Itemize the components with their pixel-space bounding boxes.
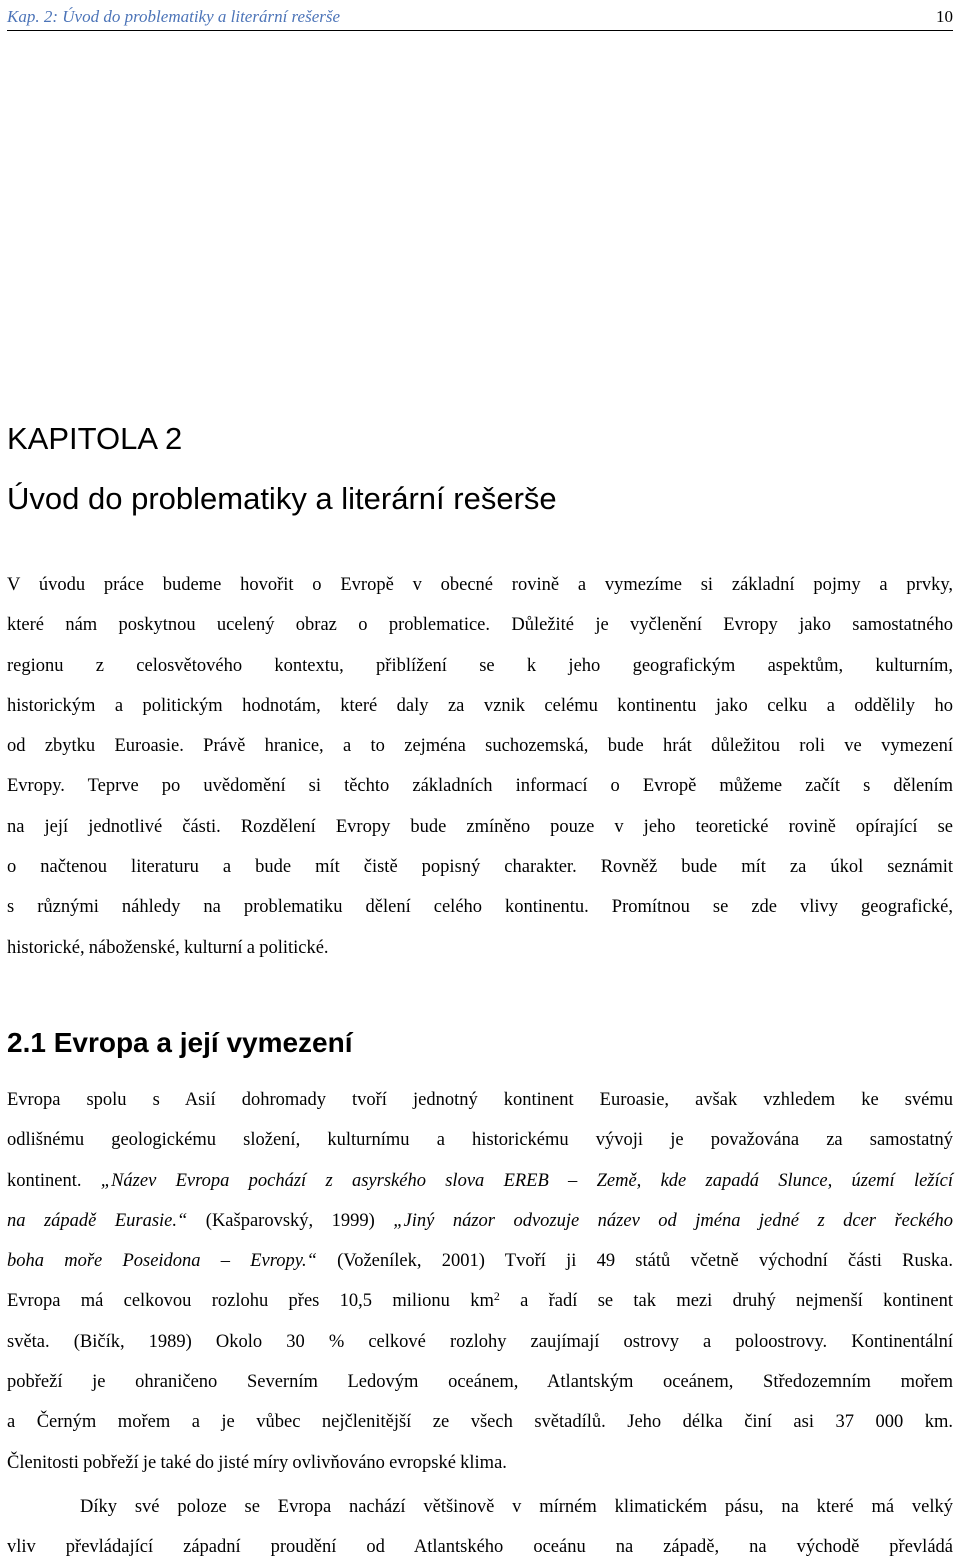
page-number: 10 <box>936 7 953 26</box>
paragraph-line: Evropa spolu s Asií dohromady tvoří jednotný kontinent Euroasie, avšak vzhledem ke svému <box>7 1090 953 1110</box>
paragraph-line <box>7 1241 953 1281</box>
chapter-label: KAPITOLA 2 <box>7 421 183 456</box>
paragraph-line: světa. (Bičík, 1989) Okolo 30 % celkové rozlohy zaujímají ostrovy a poloostrovy. Kontinentální <box>7 1331 953 1352</box>
citation-text: (Kašparovský, 1999) <box>187 1210 394 1231</box>
europe-paragraph <box>7 1080 953 1483</box>
paragraph-line: Evropy. Teprve po uvědomění si těchto základních informací o Evropě můžeme začít s dělením <box>7 776 953 797</box>
quote-text: „Jiný názor odvozuje název od jména jedné z dcer řeckého <box>393 1210 953 1231</box>
paragraph-line: regionu z celosvětového kontextu, přiblížení se k jeho geografickým aspektům, kulturním, <box>7 655 953 676</box>
paragraph-line: na její jednotlivé části. Rozdělení Evropy bude zmíněno pouze v jeho teoretické rovině opírající se <box>7 816 953 837</box>
chapter-title: Úvod do problematiky a literární rešerše <box>7 481 557 516</box>
plain-text: Evropa má celkovou rozlohu přes 10,5 milionu km <box>7 1291 494 1312</box>
quote-text: boha moře Poseidona – Evropy.“ <box>7 1251 317 1272</box>
plain-text: kontinent. <box>7 1170 101 1191</box>
plain-text: a řadí se tak mezi druhý nejmenší kontinent <box>499 1291 953 1312</box>
paragraph-line: pobřeží je ohraničeno Severním Ledovým oceánem, Atlantským oceánem, Středozemním mořem <box>7 1372 953 1393</box>
running-title: Kap. 2: Úvod do problematiky a literární rešerše <box>7 7 341 26</box>
running-header <box>7 4 953 31</box>
paragraph-line: od zbytku Euroasie. Právě hranice, a to zejména suchozemská, bude hrát důležitou roli ve vymezení <box>7 736 953 757</box>
paragraph-line: odlišnému geologickému složení, kulturnímu a historickému vývoji je považována za samostatný <box>7 1130 953 1151</box>
paragraph-line: Díky své poloze se Evropa nachází většinově v mírném klimatickém pásu, na které má velký <box>80 1497 953 1517</box>
paragraph-line <box>7 1161 953 1201</box>
paragraph-line: a Černým mořem a je vůbec nejčlenitější ze všech světadílů. Jeho délka činí asi 37 000 km. <box>7 1412 953 1433</box>
paragraph-line: s různými náhledy na problematiku dělení celého kontinentu. Promítnou se zde vlivy geografické, <box>7 897 953 918</box>
paragraph-line: vliv převládající západní proudění od Atlantského oceánu na západě, na východě převládá <box>7 1537 953 1558</box>
quote-text: na západě Eurasie.“ <box>7 1210 188 1231</box>
paragraph-line: o načtenou literaturu a bude mít čistě popisný charakter. Rovněž bude mít za úkol seznámit <box>7 857 953 878</box>
paragraph-line: Členitosti pobřeží je také do jisté míry ovlivňováno evropské klima. <box>7 1452 507 1473</box>
paragraph-line <box>7 1281 953 1321</box>
climate-paragraph <box>7 1487 953 1568</box>
paragraph-line: které nám poskytnou ucelený obraz o problematice. Důležité je vyčlenění Evropy jako samostatného <box>7 615 953 636</box>
paragraph-line <box>7 1201 953 1241</box>
section-title: 2.1 Evropa a její vymezení <box>7 1027 353 1058</box>
quote-text: „Název Evropa pochází z asyrského slova EREB – Země, kde zapadá Slunce, území ležící <box>100 1170 953 1191</box>
paragraph-line: V úvodu práce budeme hovořit o Evropě v obecné rovině a vymezíme si základní pojmy a prvky, <box>7 575 953 595</box>
intro-paragraph <box>7 565 953 968</box>
superscript: 2 <box>493 1289 500 1304</box>
paragraph-line: historickým a politickým hodnotám, které daly za vznik celému kontinentu jako celku a oddělily ho <box>7 695 953 716</box>
paragraph-line: historické, náboženské, kulturní a politické. <box>7 937 329 958</box>
citation-text: (Voženílek, 2001) Tvoří ji 49 států včetně východní části Ruska. <box>316 1251 953 1272</box>
